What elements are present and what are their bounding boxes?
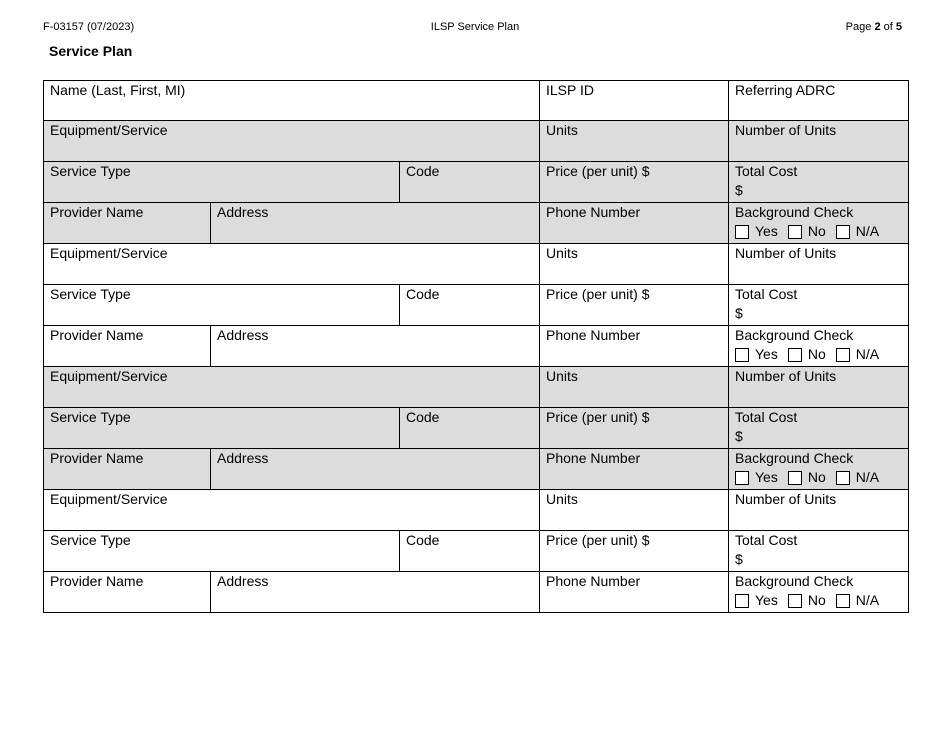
participant-row	[44, 81, 909, 121]
units-field[interactable]	[540, 244, 729, 285]
provider-name-field[interactable]	[44, 572, 211, 613]
equipment-service-label: Equipment/Service	[50, 245, 168, 261]
service-type-field[interactable]	[44, 408, 400, 449]
no-label: No	[807, 469, 826, 485]
number-of-units-field[interactable]	[729, 490, 909, 531]
yes-label: Yes	[755, 469, 778, 485]
equipment-service-label: Equipment/Service	[50, 368, 168, 384]
service-type-label: Service Type	[50, 286, 131, 302]
price-label: Price (per unit) $	[546, 532, 650, 548]
total-cost-label: Total Cost	[735, 409, 798, 425]
equipment-service-field[interactable]	[44, 121, 540, 162]
equipment-service-label: Equipment/Service	[50, 122, 168, 138]
dollar-sign: $	[735, 428, 743, 444]
equipment-service-label: Equipment/Service	[50, 491, 168, 507]
code-field[interactable]	[400, 531, 540, 572]
address-label: Address	[217, 327, 269, 343]
equipment-service-field[interactable]	[44, 490, 540, 531]
background-check-options	[735, 222, 902, 241]
provider-row	[44, 203, 909, 244]
provider-row	[44, 449, 909, 490]
total-cost-field[interactable]	[729, 162, 909, 203]
number-of-units-label: Number of Units	[735, 491, 837, 507]
total-cost-label: Total Cost	[735, 163, 798, 179]
price-field[interactable]	[540, 285, 729, 326]
phone-number-field[interactable]	[540, 572, 729, 613]
phone-number-field[interactable]	[540, 203, 729, 244]
service-type-label: Service Type	[50, 532, 131, 548]
page-of: of	[883, 21, 893, 33]
background-check-options	[735, 591, 902, 610]
price-field[interactable]	[540, 408, 729, 449]
yes-checkbox[interactable]	[735, 225, 749, 239]
provider-name-label: Provider Name	[50, 204, 144, 220]
equipment-service-field[interactable]	[44, 244, 540, 285]
phone-number-field[interactable]	[540, 326, 729, 367]
service-plan-table	[43, 80, 909, 613]
background-check-label: Background Check	[735, 327, 854, 343]
phone-number-label: Phone Number	[546, 327, 641, 343]
document-title: ILSP Service Plan	[430, 21, 520, 33]
address-label: Address	[217, 450, 269, 466]
equipment-row	[44, 244, 909, 285]
ilsp-id-field[interactable]	[540, 81, 729, 121]
na-label: N/A	[855, 592, 880, 608]
ilsp-id-label: ILSP ID	[546, 82, 594, 98]
address-label: Address	[217, 573, 269, 589]
provider-row	[44, 572, 909, 613]
referring-adrc-field[interactable]	[729, 81, 909, 121]
price-label: Price (per unit) $	[546, 409, 650, 425]
yes-checkbox[interactable]	[735, 348, 749, 362]
yes-label: Yes	[755, 223, 778, 239]
na-label: N/A	[855, 469, 880, 485]
background-check-options	[735, 468, 902, 487]
service-type-field[interactable]	[44, 531, 400, 572]
units-field[interactable]	[540, 367, 729, 408]
address-field[interactable]	[211, 203, 540, 244]
na-checkbox[interactable]	[836, 225, 850, 239]
phone-number-label: Phone Number	[546, 573, 641, 589]
units-field[interactable]	[540, 121, 729, 162]
no-label: No	[807, 346, 826, 362]
units-label: Units	[546, 491, 578, 507]
code-field[interactable]	[400, 162, 540, 203]
na-label: N/A	[855, 346, 880, 362]
total-cost-field[interactable]	[729, 531, 909, 572]
page-total: 5	[895, 21, 902, 33]
service-type-row	[44, 408, 909, 449]
no-label: No	[807, 223, 826, 239]
background-check-field	[729, 203, 909, 244]
page-indicator	[846, 21, 902, 33]
price-field[interactable]	[540, 531, 729, 572]
code-label: Code	[406, 409, 440, 425]
provider-name-field[interactable]	[44, 203, 211, 244]
address-field[interactable]	[211, 449, 540, 490]
background-check-field	[729, 572, 909, 613]
units-label: Units	[546, 122, 578, 138]
address-field[interactable]	[211, 326, 540, 367]
provider-name-label: Provider Name	[50, 327, 144, 343]
service-type-label: Service Type	[50, 163, 131, 179]
provider-row	[44, 326, 909, 367]
referring-adrc-label: Referring ADRC	[735, 82, 836, 98]
phone-number-label: Phone Number	[546, 204, 641, 220]
yes-label: Yes	[755, 592, 778, 608]
code-label: Code	[406, 532, 440, 548]
background-check-label: Background Check	[735, 204, 854, 220]
background-check-field	[729, 449, 909, 490]
background-check-label: Background Check	[735, 573, 854, 589]
dollar-sign: $	[735, 305, 743, 321]
yes-checkbox[interactable]	[735, 594, 749, 608]
code-label: Code	[406, 286, 440, 302]
total-cost-label: Total Cost	[735, 286, 798, 302]
number-of-units-label: Number of Units	[735, 245, 837, 261]
units-label: Units	[546, 368, 578, 384]
code-field[interactable]	[400, 285, 540, 326]
code-label: Code	[406, 163, 440, 179]
price-label: Price (per unit) $	[546, 163, 650, 179]
provider-name-field[interactable]	[44, 449, 211, 490]
provider-name-label: Provider Name	[50, 450, 144, 466]
service-type-field[interactable]	[44, 162, 400, 203]
equipment-service-field[interactable]	[44, 367, 540, 408]
name-label: Name (Last, First, MI)	[50, 82, 186, 98]
service-type-label: Service Type	[50, 409, 131, 425]
dollar-sign: $	[735, 551, 743, 567]
phone-number-field[interactable]	[540, 449, 729, 490]
page-title: Service Plan	[49, 43, 133, 59]
page-current: 2	[874, 21, 881, 33]
service-type-row	[44, 285, 909, 326]
no-label: No	[807, 592, 826, 608]
form-id: F-03157 (07/2023)	[43, 21, 135, 33]
no-checkbox[interactable]	[788, 225, 802, 239]
background-check-options	[735, 345, 902, 364]
price-field[interactable]	[540, 162, 729, 203]
price-label: Price (per unit) $	[546, 286, 650, 302]
total-cost-label: Total Cost	[735, 532, 798, 548]
address-label: Address	[217, 204, 269, 220]
code-field[interactable]	[400, 408, 540, 449]
na-checkbox[interactable]	[836, 348, 850, 362]
units-field[interactable]	[540, 490, 729, 531]
equipment-row	[44, 367, 909, 408]
no-checkbox[interactable]	[788, 348, 802, 362]
dollar-sign: $	[735, 182, 743, 198]
na-checkbox[interactable]	[836, 471, 850, 485]
number-of-units-field[interactable]	[729, 367, 909, 408]
na-checkbox[interactable]	[836, 594, 850, 608]
background-check-label: Background Check	[735, 450, 854, 466]
yes-label: Yes	[755, 346, 778, 362]
units-label: Units	[546, 245, 578, 261]
provider-name-field[interactable]	[44, 326, 211, 367]
service-type-field[interactable]	[44, 285, 400, 326]
equipment-row	[44, 121, 909, 162]
provider-name-label: Provider Name	[50, 573, 144, 589]
total-cost-field[interactable]	[729, 408, 909, 449]
name-field[interactable]	[44, 81, 540, 121]
service-type-row	[44, 531, 909, 572]
address-field[interactable]	[211, 572, 540, 613]
service-type-row	[44, 162, 909, 203]
phone-number-label: Phone Number	[546, 450, 641, 466]
total-cost-field[interactable]	[729, 285, 909, 326]
na-label: N/A	[855, 223, 880, 239]
number-of-units-field[interactable]	[729, 121, 909, 162]
yes-checkbox[interactable]	[735, 471, 749, 485]
number-of-units-label: Number of Units	[735, 122, 837, 138]
no-checkbox[interactable]	[788, 594, 802, 608]
equipment-row	[44, 490, 909, 531]
no-checkbox[interactable]	[788, 471, 802, 485]
background-check-field	[729, 326, 909, 367]
page-prefix: Page	[845, 21, 872, 33]
number-of-units-label: Number of Units	[735, 368, 837, 384]
number-of-units-field[interactable]	[729, 244, 909, 285]
